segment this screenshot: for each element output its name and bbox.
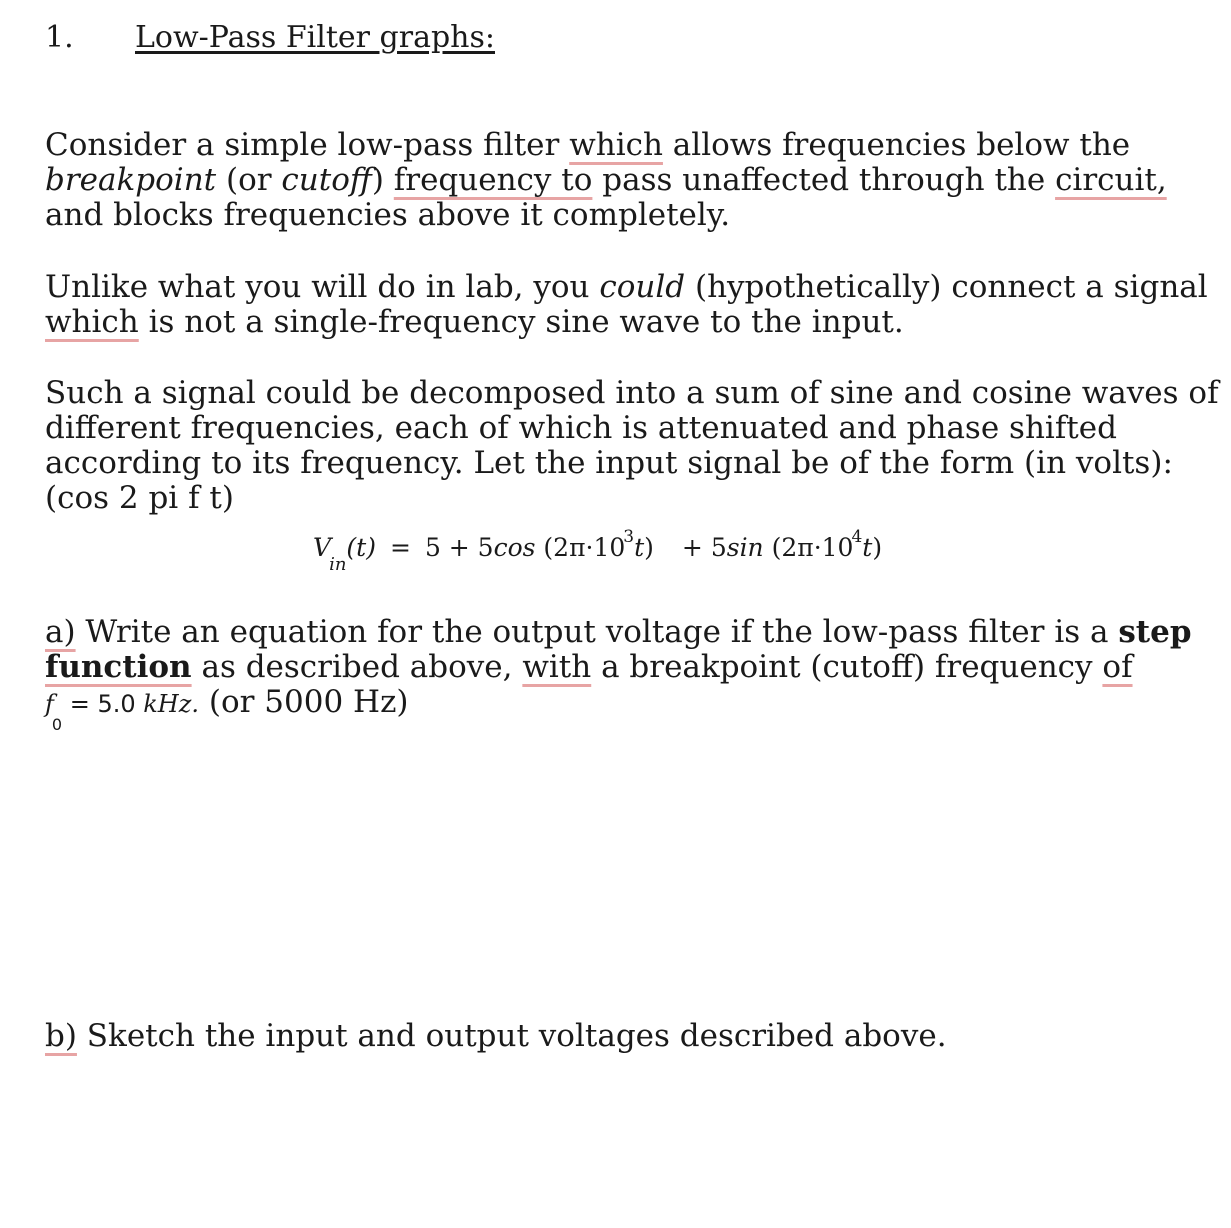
text-run: Sketch the input and output voltages described above. [76,1018,947,1054]
eq-var: t [862,533,873,562]
eq-arg: (t) [346,533,376,562]
text-run: with [522,649,592,685]
f-unit: kHz. [143,690,199,718]
eq-term: + 5 [681,533,727,562]
breakpoint-term: breakpoint [45,162,217,198]
text-run: allows frequencies below the [662,127,1131,163]
question-label: a) [45,614,76,650]
text-run: and blocks frequencies above it completely. [45,197,731,233]
text-run: (hypothetically) connect a signal [685,269,1208,305]
text-run: Unlike what you will do in lab, you [45,269,600,305]
eq-var: t [634,533,645,562]
text-run: pass unaffected through the [592,162,1056,198]
eq-term: (2π·10 [535,533,626,562]
section-number: 1. [45,20,74,55]
eq-subscript: in [329,554,347,575]
question-a [45,614,1225,734]
input-voltage-equation [313,518,882,581]
eq-term: (2π·10 [763,533,854,562]
function-term: function [45,649,192,685]
text-run: Write an equation for the output voltage if the low-pass filter is a [75,614,1119,650]
text-run: (or [216,162,282,198]
text-run: circuit, [1055,162,1167,198]
text-run: which [569,127,663,163]
eq-term: ) [644,533,654,562]
paragraph-decomposition: Such a signal could be decomposed into a sum of sine and cosine waves of different frequencies, each of which is attenuated and phase shifted according to its frequency. Let the input signal be of the form (in volts): (cos 2 pi f t) [45,375,1219,516]
text-run: which [45,304,139,340]
eq-term: 5 + 5 [424,533,494,562]
text-run: a breakpoint (cutoff) frequency [591,649,1103,685]
text-run: as described above, [191,649,523,685]
text-run: ) [371,162,394,198]
eq-equals: = [389,533,411,562]
text-run: frequency to [393,162,593,198]
eq-symbol: V [313,533,332,562]
question-b [45,1019,1225,1054]
text-run: could [599,269,686,305]
f-value: = 5.0 [62,690,144,718]
eq-exponent: 3 [623,527,635,547]
f-subscript: 0 [51,715,63,734]
eq-term: ) [872,533,883,562]
step-term: step [1118,614,1192,650]
f-symbol: f [45,690,54,718]
cutoff-frequency-value [45,690,199,734]
text-run: (or 5000 Hz) [199,684,409,720]
text-run: is not a single-frequency sine wave to the input. [138,304,904,340]
section-title: Low-Pass Filter graphs: [135,20,495,55]
section-heading [45,18,495,58]
text-run: of [1102,649,1133,685]
cutoff-term: cutoff [281,162,372,198]
eq-exponent: 4 [851,527,863,547]
eq-sin: sin [726,533,764,562]
question-label: b) [45,1018,77,1054]
paragraph-signal-input [45,270,1225,340]
paragraph-filter-description [45,128,1225,233]
eq-cos: cos [493,533,536,562]
text-run: Consider a simple low-pass filter [45,127,570,163]
